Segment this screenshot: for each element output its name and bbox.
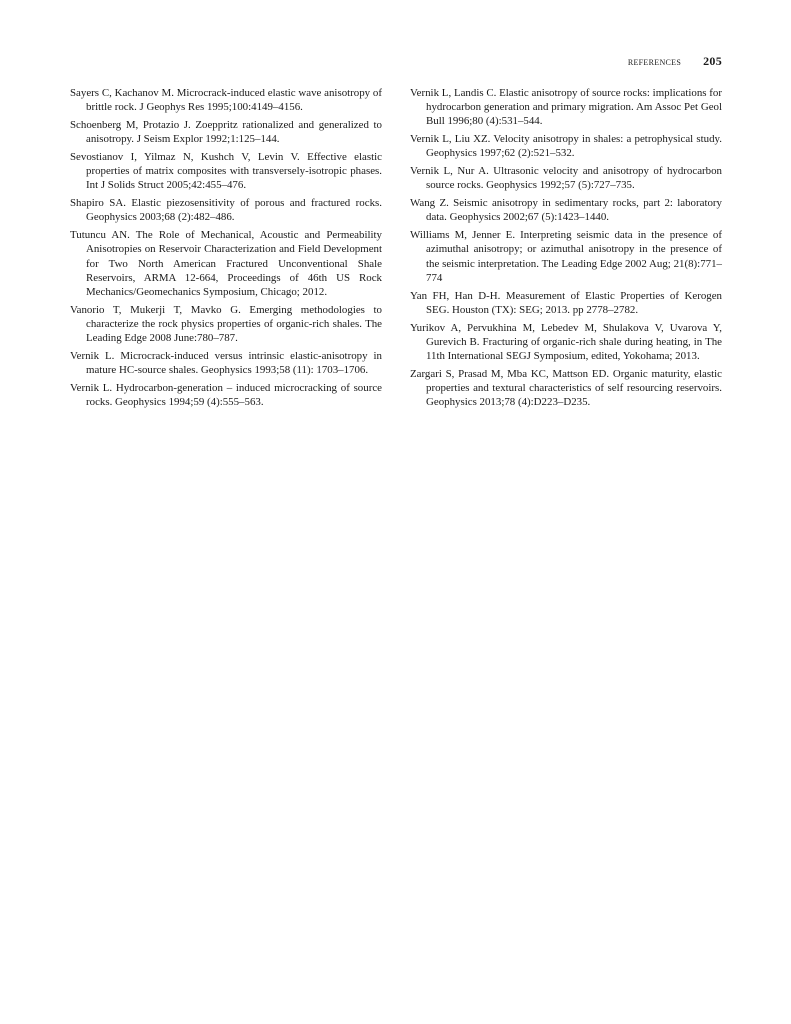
reference-entry: Sayers C, Kachanov M. Microcrack-induced elastic wave anisotropy of brittle rock. J Geophys Res 1995;100:4149–4156. <box>70 87 382 114</box>
reference-entry: Williams M, Jenner E. Interpreting seismic data in the presence of azimuthal anisotropy; or azimuthal anisotropy in the presence of the seismic interpretation. The Leading Edge 2002 Aug; 21(8):771–774 <box>410 229 722 284</box>
reference-entry: Zargari S, Prasad M, Mba KC, Mattson ED. Organic maturity, elastic properties and textural characteristics of self resourcing reservoirs. Geophysics 2013;78 (4):D223–D235. <box>410 367 722 409</box>
reference-entry: Sevostianov I, Yilmaz N, Kushch V, Levin V. Effective elastic properties of matrix composites with transversely-isotropic phases. Int J Solids Struct 2005;42:455–476. <box>70 151 382 192</box>
reference-entry: Tutuncu AN. The Role of Mechanical, Acoustic and Permeability Anisotropies on Reservoir Characterization and Field Development for Two North American Fractured Unconventional Shale Reservoirs, ARMA 12-664, Proceedings of 46th US Rock Mechanics/Geomechanics Symposium, Chicago; 2012. <box>70 229 382 299</box>
reference-entry: Yan FH, Han D-H. Measurement of Elastic Properties of Kerogen SEG. Houston (TX): SEG; 2013. pp 2778–2782. <box>410 289 722 316</box>
reference-entry: Vernik L, Landis C. Elastic anisotropy of source rocks: implications for hydrocarbon generation and primary migration. Am Assoc Pet Geol Bull 1996;80 (4):531–544. <box>410 87 722 128</box>
references-right-column <box>410 86 722 413</box>
reference-entry: Vernik L, Nur A. Ultrasonic velocity and anisotropy of hydrocarbon source rocks. Geophysics 1992;57 (5):727–735. <box>410 165 722 192</box>
reference-entry: Vernik L. Hydrocarbon-generation – induced microcracking of source rocks. Geophysics 1994;59 (4):555–563. <box>70 382 382 409</box>
reference-entry: Yurikov A, Pervukhina M, Lebedev M, Shulakova V, Uvarova Y, Gurevich B. Fracturing of organic-rich shale during heating, in The 11th International SEGJ Symposium, edited, Yokohama; 2013. <box>410 321 722 363</box>
reference-entry: Vernik L. Microcrack-induced versus intrinsic elastic-anisotropy in mature HC-source shales. Geophysics 1993;58 (11): 1703–1706. <box>70 350 382 377</box>
reference-entry: Schoenberg M, Protazio J. Zoeppritz rationalized and generalized to anisotropy. J Seism Explor 1992;1:125–144. <box>70 119 382 146</box>
page-number: 205 <box>703 54 722 68</box>
reference-entry: Vernik L, Liu XZ. Velocity anisotropy in shales: a petrophysical study. Geophysics 1997;62 (2):521–532. <box>410 133 722 160</box>
reference-entry: Shapiro SA. Elastic piezosensitivity of porous and fractured rocks. Geophysics 2003;68 (2):482–486. <box>70 197 382 224</box>
running-head <box>628 54 722 69</box>
references-left-column <box>70 86 382 413</box>
reference-entry: Wang Z. Seismic anisotropy in sedimentary rocks, part 2: laboratory data. Geophysics 2002;67 (5):1423–1440. <box>410 197 722 224</box>
reference-entry: Vanorio T, Mukerji T, Mavko G. Emerging methodologies to characterize the rock physics properties of organic-rich shales. The Leading Edge 2008 June:780–787. <box>70 303 382 345</box>
section-title: references <box>627 56 682 68</box>
